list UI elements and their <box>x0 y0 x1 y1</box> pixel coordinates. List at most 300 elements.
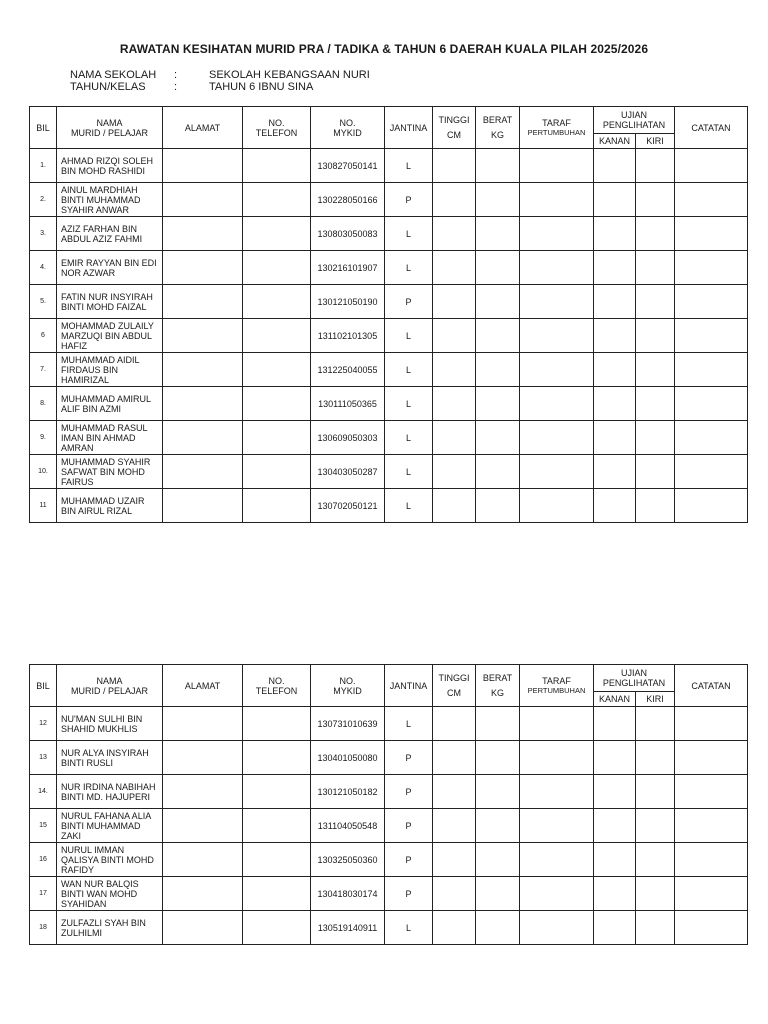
row-nama-line: MUHAMMAD RASUL <box>61 422 148 433</box>
row-catatan <box>675 877 748 911</box>
row-jantina: P <box>385 183 433 217</box>
row-kiri <box>636 353 675 387</box>
row-telefon <box>243 251 311 285</box>
row-kiri <box>636 387 675 421</box>
row-telefon <box>243 877 311 911</box>
row-jantina: P <box>385 285 433 319</box>
row-mykid: 130702050121 <box>311 489 385 523</box>
row-nama-line: IMAN BIN AHMAD <box>61 432 136 443</box>
row-nama <box>57 455 163 489</box>
header-catatan: CATATAN <box>675 107 748 149</box>
row-catatan <box>675 183 748 217</box>
row-nama-line: MUHAMMAD AIDIL <box>61 354 140 365</box>
row-tinggi <box>433 421 476 455</box>
row-kiri <box>636 421 675 455</box>
row-tinggi <box>433 251 476 285</box>
row-taraf <box>520 809 594 843</box>
row-telefon <box>243 775 311 809</box>
row-tinggi <box>433 353 476 387</box>
row-nama <box>57 707 163 741</box>
row-mykid: 130418030174 <box>311 877 385 911</box>
row-catatan <box>675 707 748 741</box>
header-nama-line2: MURID / PELAJAR <box>70 685 148 696</box>
row-catatan <box>675 809 748 843</box>
row-nama-line: NURUL FAHANA ALIA <box>61 810 152 821</box>
table-row <box>30 843 748 877</box>
header-berat <box>476 107 520 149</box>
row-mykid: 130111050365 <box>311 387 385 421</box>
row-bil: 15 <box>30 809 57 843</box>
row-bil: 10. <box>30 455 57 489</box>
row-taraf <box>520 183 594 217</box>
row-catatan <box>675 421 748 455</box>
table-row <box>30 775 748 809</box>
row-telefon <box>243 911 311 945</box>
row-nama <box>57 877 163 911</box>
row-catatan <box>675 217 748 251</box>
row-nama-line: EMIR RAYYAN BIN EDI <box>61 257 157 268</box>
header-telefon <box>243 107 311 149</box>
row-bil: 8. <box>30 387 57 421</box>
row-kanan <box>594 421 636 455</box>
header-tinggi-line2: CM <box>447 688 461 698</box>
row-kiri <box>636 455 675 489</box>
header-nama <box>57 665 163 707</box>
row-jantina: P <box>385 877 433 911</box>
row-catatan <box>675 741 748 775</box>
row-tinggi <box>433 149 476 183</box>
row-nama-line: AZIZ FARHAN BIN <box>61 223 138 234</box>
row-telefon <box>243 707 311 741</box>
row-nama <box>57 183 163 217</box>
row-nama <box>57 741 163 775</box>
row-alamat <box>163 421 243 455</box>
row-mykid: 130216101907 <box>311 251 385 285</box>
row-mykid: 130403050287 <box>311 455 385 489</box>
row-nama-line: ZAKI <box>61 830 82 841</box>
row-taraf <box>520 877 594 911</box>
row-nama-line: FIRDAUS BIN <box>61 364 119 375</box>
student-table-1 <box>29 106 748 523</box>
row-tinggi <box>433 319 476 353</box>
header-tinggi-line1: TINGGI <box>438 115 470 125</box>
row-alamat <box>163 387 243 421</box>
row-nama-line: BINTI WAN MOHD <box>61 888 138 899</box>
header-kanan: KANAN <box>594 692 636 707</box>
row-kiri <box>636 809 675 843</box>
row-kiri <box>636 877 675 911</box>
row-kiri <box>636 741 675 775</box>
row-tinggi <box>433 809 476 843</box>
row-nama <box>57 911 163 945</box>
row-telefon <box>243 285 311 319</box>
row-kanan <box>594 353 636 387</box>
row-taraf <box>520 741 594 775</box>
header-nama-line2: MURID / PELAJAR <box>70 127 148 138</box>
row-bil: 11 <box>30 489 57 523</box>
header-telefon-line2: TELEFON <box>255 685 298 696</box>
row-berat <box>476 809 520 843</box>
row-kanan <box>594 251 636 285</box>
row-kanan <box>594 455 636 489</box>
row-berat <box>476 217 520 251</box>
header-tinggi <box>433 107 476 149</box>
row-nama-line: MARZUQI BIN ABDUL <box>61 330 153 341</box>
header-kanan: KANAN <box>594 134 636 149</box>
row-alamat <box>163 911 243 945</box>
row-taraf <box>520 707 594 741</box>
row-tinggi <box>433 217 476 251</box>
row-nama-line: SYAHIDAN <box>61 898 107 909</box>
row-jantina: P <box>385 775 433 809</box>
student-rows-2 <box>30 707 748 945</box>
row-nama-line: BIN MOHD RASHIDI <box>61 165 146 176</box>
table-row <box>30 911 748 945</box>
row-telefon <box>243 217 311 251</box>
row-berat <box>476 843 520 877</box>
row-telefon <box>243 183 311 217</box>
row-jantina: L <box>385 353 433 387</box>
row-kiri <box>636 707 675 741</box>
row-taraf <box>520 911 594 945</box>
table-row <box>30 489 748 523</box>
row-berat <box>476 285 520 319</box>
row-berat <box>476 489 520 523</box>
row-tinggi <box>433 489 476 523</box>
row-jantina: L <box>385 421 433 455</box>
header-nama-line1: NAMA <box>96 675 123 686</box>
row-berat <box>476 251 520 285</box>
row-nama-line: MOHAMMAD ZULAILY <box>61 320 154 331</box>
row-berat <box>476 421 520 455</box>
row-telefon <box>243 455 311 489</box>
table-row <box>30 387 748 421</box>
header-tinggi-line2: CM <box>447 130 461 140</box>
row-tinggi <box>433 455 476 489</box>
row-mykid: 130519140911 <box>311 911 385 945</box>
header-jantina: JANTINA <box>385 107 433 149</box>
row-kanan <box>594 809 636 843</box>
table-row <box>30 285 748 319</box>
row-tinggi <box>433 707 476 741</box>
row-nama <box>57 387 163 421</box>
row-berat <box>476 149 520 183</box>
table-row <box>30 319 748 353</box>
row-alamat <box>163 251 243 285</box>
row-berat <box>476 183 520 217</box>
row-mykid: 130731010639 <box>311 707 385 741</box>
row-taraf <box>520 285 594 319</box>
row-taraf <box>520 489 594 523</box>
header-taraf <box>520 107 594 149</box>
row-nama <box>57 421 163 455</box>
row-kiri <box>636 217 675 251</box>
row-nama-line: ABDUL AZIZ FAHMI <box>61 233 143 244</box>
row-nama-line: NUR IRDINA NABIHAH <box>61 781 156 792</box>
row-kanan <box>594 877 636 911</box>
row-catatan <box>675 387 748 421</box>
row-alamat <box>163 809 243 843</box>
row-kanan <box>594 775 636 809</box>
header-taraf-line2: PERTUMBUHAN <box>527 127 586 137</box>
row-alamat <box>163 149 243 183</box>
header-nama-line1: NAMA <box>96 117 123 128</box>
class-value: TAHUN 6 IBNU SINA <box>209 81 314 93</box>
row-catatan <box>675 353 748 387</box>
row-taraf <box>520 251 594 285</box>
row-bil: 13 <box>30 741 57 775</box>
row-nama-line: FATIN NUR INSYIRAH <box>61 291 153 302</box>
row-kanan <box>594 183 636 217</box>
row-tinggi <box>433 877 476 911</box>
row-bil: 1. <box>30 149 57 183</box>
row-catatan <box>675 489 748 523</box>
row-catatan <box>675 455 748 489</box>
row-nama <box>57 217 163 251</box>
row-nama-line: BINTI MD. HAJUPERI <box>61 791 151 802</box>
row-kanan <box>594 911 636 945</box>
row-nama <box>57 149 163 183</box>
row-bil: 6 <box>30 319 57 353</box>
row-jantina: P <box>385 741 433 775</box>
row-kanan <box>594 285 636 319</box>
row-nama-line: MUHAMMAD SYAHIR <box>61 456 151 467</box>
row-kanan <box>594 319 636 353</box>
row-kanan <box>594 489 636 523</box>
header-mykid-line1: NO. <box>339 117 356 128</box>
row-alamat <box>163 775 243 809</box>
header-mykid-line1: NO. <box>339 675 356 686</box>
header-jantina: JANTINA <box>385 665 433 707</box>
row-alamat <box>163 183 243 217</box>
row-jantina: L <box>385 149 433 183</box>
row-telefon <box>243 421 311 455</box>
row-telefon <box>243 149 311 183</box>
row-berat <box>476 387 520 421</box>
row-nama <box>57 775 163 809</box>
row-taraf <box>520 843 594 877</box>
row-nama-line: HAFIZ <box>61 340 87 351</box>
row-jantina: L <box>385 489 433 523</box>
row-alamat <box>163 877 243 911</box>
row-bil: 2. <box>30 183 57 217</box>
header-kiri: KIRI <box>636 692 675 707</box>
school-colon: : <box>174 69 178 81</box>
row-nama-line: AINUL MARDHIAH <box>61 184 138 195</box>
row-nama-line: BINTI RUSLI <box>61 757 114 768</box>
row-berat <box>476 775 520 809</box>
header-ujian-line1: UJIAN <box>620 668 647 678</box>
row-kiri <box>636 843 675 877</box>
header-berat-line2: KG <box>490 130 504 140</box>
row-tinggi <box>433 911 476 945</box>
table-row <box>30 707 748 741</box>
row-kanan <box>594 707 636 741</box>
row-telefon <box>243 741 311 775</box>
header-ujian-line2: PENGLIHATAN <box>602 678 666 688</box>
row-mykid: 130325050360 <box>311 843 385 877</box>
row-telefon <box>243 843 311 877</box>
row-alamat <box>163 319 243 353</box>
row-nama <box>57 285 163 319</box>
row-nama-line: MUHAMMAD UZAIR <box>61 495 145 506</box>
row-taraf <box>520 353 594 387</box>
header-ujian <box>594 107 675 134</box>
row-telefon <box>243 319 311 353</box>
student-table-2 <box>29 664 748 945</box>
row-berat <box>476 911 520 945</box>
row-bil: 16 <box>30 843 57 877</box>
row-nama-line: NOR AZWAR <box>61 267 116 278</box>
header-berat-line2: KG <box>490 688 504 698</box>
row-kanan <box>594 149 636 183</box>
header-ujian-line2: PENGLIHATAN <box>602 120 666 130</box>
row-kiri <box>636 183 675 217</box>
row-catatan <box>675 843 748 877</box>
row-bil: 4. <box>30 251 57 285</box>
row-kiri <box>636 251 675 285</box>
row-berat <box>476 707 520 741</box>
row-nama-line: BINTI MUHAMMAD <box>61 820 141 831</box>
row-nama-line: BINTI MOHD FAIZAL <box>61 301 147 312</box>
row-mykid: 130121050190 <box>311 285 385 319</box>
header-taraf <box>520 665 594 707</box>
row-kiri <box>636 149 675 183</box>
row-jantina: L <box>385 319 433 353</box>
header-mykid-line2: MYKID <box>333 127 362 138</box>
row-telefon <box>243 353 311 387</box>
row-nama-line: QALISYA BINTI MOHD <box>61 854 154 865</box>
row-kiri <box>636 489 675 523</box>
row-jantina: L <box>385 455 433 489</box>
row-berat <box>476 455 520 489</box>
row-taraf <box>520 455 594 489</box>
header-mykid <box>311 107 385 149</box>
row-tinggi <box>433 387 476 421</box>
row-nama-line: AHMAD RIZQI SOLEH <box>61 155 154 166</box>
row-berat <box>476 741 520 775</box>
header-bil: BIL <box>30 665 57 707</box>
table-row <box>30 183 748 217</box>
row-catatan <box>675 911 748 945</box>
header-telefon-line2: TELEFON <box>255 127 298 138</box>
row-kanan <box>594 387 636 421</box>
table-row <box>30 217 748 251</box>
row-nama-line: WAN NUR BALQIS <box>61 878 139 889</box>
row-catatan <box>675 251 748 285</box>
row-alamat <box>163 455 243 489</box>
row-kiri <box>636 911 675 945</box>
row-jantina: L <box>385 387 433 421</box>
row-mykid: 131104050548 <box>311 809 385 843</box>
row-jantina: P <box>385 809 433 843</box>
row-mykid: 130401050080 <box>311 741 385 775</box>
row-nama-line: NUR ALYA INSYIRAH <box>61 747 149 758</box>
row-catatan <box>675 319 748 353</box>
row-nama-line: ZULHILMI <box>61 927 103 938</box>
row-nama <box>57 809 163 843</box>
table-row <box>30 741 748 775</box>
header-bil: BIL <box>30 107 57 149</box>
row-alamat <box>163 285 243 319</box>
header-berat <box>476 665 520 707</box>
header-berat-line1: BERAT <box>482 115 513 125</box>
school-value: SEKOLAH KEBANGSAAN NURI <box>209 69 370 81</box>
header-telefon <box>243 665 311 707</box>
table-row <box>30 421 748 455</box>
header-mykid <box>311 665 385 707</box>
row-tinggi <box>433 183 476 217</box>
table-row <box>30 809 748 843</box>
row-alamat <box>163 353 243 387</box>
row-kiri <box>636 285 675 319</box>
header-taraf-line2: PERTUMBUHAN <box>527 685 586 695</box>
header-alamat: ALAMAT <box>163 107 243 149</box>
row-mykid: 130121050182 <box>311 775 385 809</box>
row-nama-line: SHAHID MUKHLIS <box>61 723 138 734</box>
document-title: RAWATAN KESIHATAN MURID PRA / TADIKA & TAHUN 6 DAERAH KUALA PILAH 2025/2026 <box>119 42 649 56</box>
row-mykid: 130609050303 <box>311 421 385 455</box>
row-nama <box>57 319 163 353</box>
row-bil: 18 <box>30 911 57 945</box>
row-jantina: L <box>385 707 433 741</box>
row-nama-line: ALIF BIN AZMI <box>61 403 122 414</box>
header-kiri: KIRI <box>636 134 675 149</box>
row-nama-line: FAIRUS <box>61 476 94 487</box>
table-row <box>30 353 748 387</box>
row-berat <box>476 877 520 911</box>
row-tinggi <box>433 843 476 877</box>
row-berat <box>476 353 520 387</box>
row-nama-line: ZULFAZLI SYAH BIN <box>61 917 146 928</box>
row-bil: 5. <box>30 285 57 319</box>
class-label: TAHUN/KELAS <box>70 81 146 93</box>
row-nama <box>57 353 163 387</box>
row-bil: 17 <box>30 877 57 911</box>
row-catatan <box>675 285 748 319</box>
row-nama <box>57 251 163 285</box>
row-mykid: 130827050141 <box>311 149 385 183</box>
row-mykid: 131225040055 <box>311 353 385 387</box>
row-nama-line: BIN AIRUL RIZAL <box>61 505 133 516</box>
table-row <box>30 455 748 489</box>
row-bil: 7. <box>30 353 57 387</box>
school-label: NAMA SEKOLAH <box>70 69 157 81</box>
row-nama-line: NU'MAN SULHI BIN <box>61 713 143 724</box>
row-bil: 3. <box>30 217 57 251</box>
row-catatan <box>675 149 748 183</box>
row-taraf <box>520 421 594 455</box>
header-berat-line1: BERAT <box>482 673 513 683</box>
header-catatan: CATATAN <box>675 665 748 707</box>
row-bil: 9. <box>30 421 57 455</box>
header-taraf-line1: TARAF <box>542 675 571 686</box>
header-tinggi <box>433 665 476 707</box>
header-tinggi-line1: TINGGI <box>438 673 470 683</box>
row-jantina: P <box>385 843 433 877</box>
row-catatan <box>675 775 748 809</box>
row-taraf <box>520 149 594 183</box>
row-nama-line: HAMIRIZAL <box>61 374 110 385</box>
row-alamat <box>163 217 243 251</box>
row-nama-line: BINTI MUHAMMAD <box>61 194 141 205</box>
header-ujian-line1: UJIAN <box>620 110 647 120</box>
header-mykid-line2: MYKID <box>333 685 362 696</box>
row-kiri <box>636 319 675 353</box>
row-taraf <box>520 387 594 421</box>
row-telefon <box>243 489 311 523</box>
class-colon: : <box>174 81 178 93</box>
